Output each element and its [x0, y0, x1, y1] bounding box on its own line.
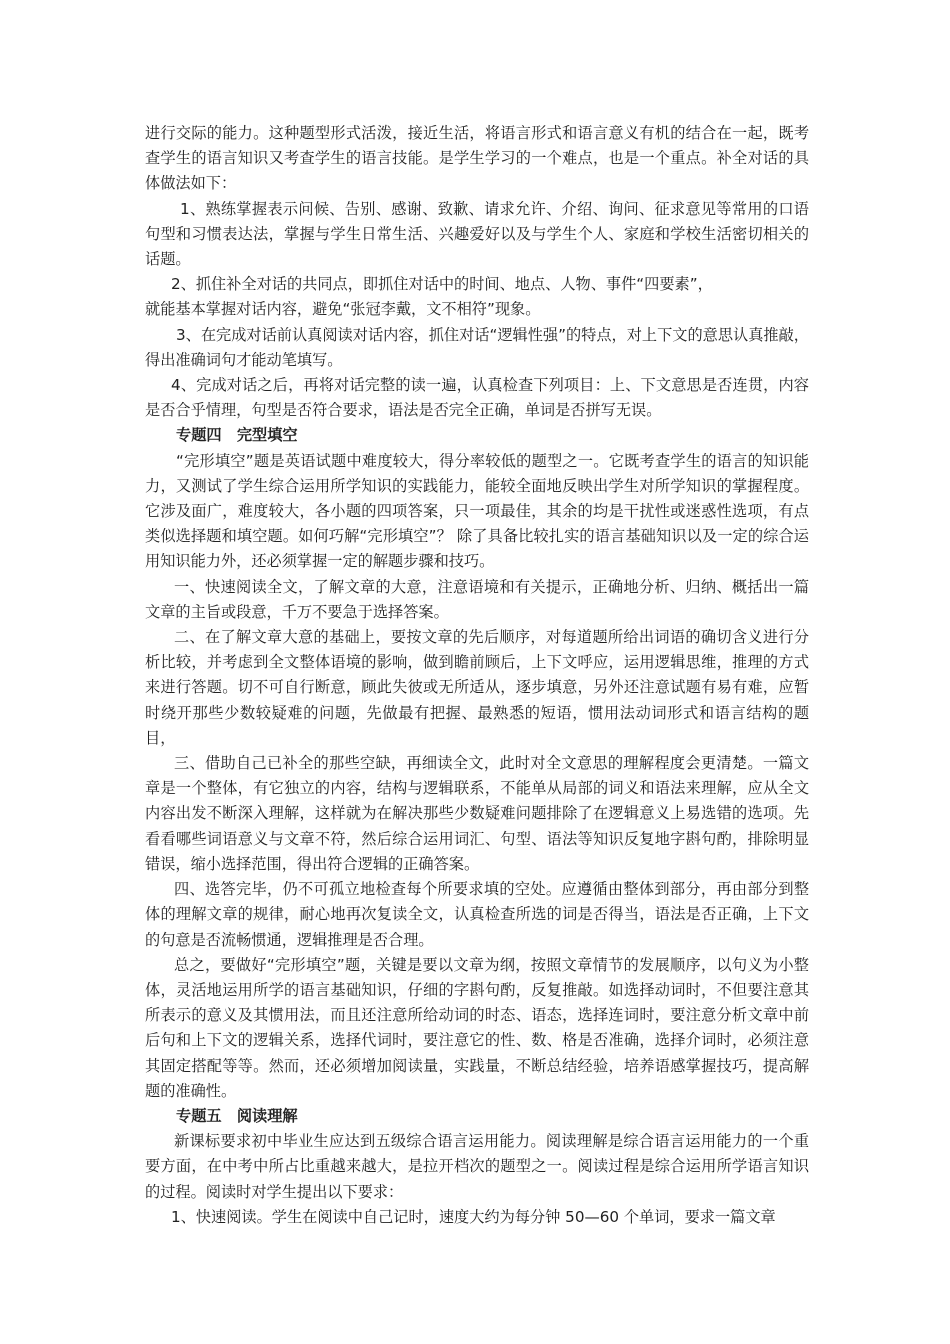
paragraph: 1、快速阅读。学生在阅读中自己记时，速度大约为每分钟 50—60 个单词，要求一篇文章 [171, 1207, 776, 1226]
paragraph: 二、在了解文章大意的基础上，要按文章的先后顺序，对每道题所给出词语的确切含义进行分析比较，并考虑到全文整体语境的影响，做到瞻前顾后，上下文呼应，运用逻辑思维，推理的方式来进行答题。切不可自行断意，顾此失彼或无所适从，逐步填意，另外还注意试题有易有难，应暂时绕开那些少数较疑难的问题，先做最有把握、最熟悉的短语，惯用法动词形式和语言结构的题目， [145, 628, 809, 747]
paragraph: 一、快速阅读全文，了解文章的大意，注意语境和有关提示，正确地分析、归纳、概括出一篇文章的主旨或段意，千万不要急于选择答案。 [145, 577, 809, 621]
paragraph: 3、在完成对话前认真阅读对话内容，抓住对话“逻辑性强”的特点，对上下文的意思认真推敲，得出准确词句才能动笔填写。 [145, 325, 809, 369]
paragraph: 四、选答完毕，仍不可孤立地检查每个所要求填的空处。应遵循由整体到部分，再由部分到整体的理解文章的规律，耐心地再次复读全文，认真检查所选的词是否得当，语法是否正确，上下文的句意是否流畅惯通，逻辑推理是否合理。 [145, 880, 809, 949]
paragraph-line: 就能基本掌握对话内容，避免“张冠李戴，文不相符”现象。 [145, 300, 541, 319]
paragraph: 1、熟练掌握表示问候、告别、感谢、致歉、请求允许、介绍、询问、征求意见等常用的口语句型和习惯表达法，掌握与学生日常生活、兴趣爱好以及与学生个人、家庭和学校生活密切相关的话题。 [145, 199, 809, 269]
paragraph: 进行交际的能力。这种题型形式活泼，接近生活，将语言形式和语言意义有机的结合在一起，既考查学生的语言知识又考查学生的语言技能。是学生学习的一个难点，也是一个重点。补全对话的具体做法如下： [145, 124, 809, 193]
paragraph-line: 2、抓住补全对话的共同点，即抓住对话中的时间、地点、人物、事件“四要素”， [171, 275, 713, 294]
paragraph [145, 272, 809, 322]
paragraph: “完形填空”题是英语试题中难度较大，得分率较低的题型之一。它既考查学生的语言的知识能力，又测试了学生综合运用所学知识的实践能力，能较全面地反映出学生对所学知识的掌握程度。它涉及面广，难度较大，各小题的四项答案，只一项最佳，其余的均是干扰性或迷惑性选项，有点类似选择题和填空题。如何巧解“完形填空”？ 除了具备比较扎实的语言基础知识以及一定的综合运用知识能力外，还必须掌握一定的解题步骤和技巧。 [145, 451, 809, 571]
paragraph: 三、借助自己已补全的那些空缺，再细读全文，此时对全文意思的理解程度会更清楚。一篇文章是一个整体，有它独立的内容，结构与逻辑联系，不能单从局部的词义和语法来理解，应从全文内容出发不断深入理解，这样就为在解决那些少数疑难问题排除了在逻辑意义上易选错的选项。先看看哪些词语意义与文章不符，然后综合运用词汇、句型、语法等知识反复地字斟句酌，排除明显错误，缩小选择范围，得出符合逻辑的正确答案。 [145, 754, 809, 873]
document-body [145, 121, 809, 1230]
paragraph: 4、完成对话之后，再将对话完整的读一遍，认真检查下列项目：上、下文意思是否连贯，内容是否合乎情理，句型是否符合要求，语法是否完全正确，单词是否拼写无误。 [145, 376, 809, 420]
section-heading: 专题四 完型填空 [176, 426, 298, 445]
paragraph: 总之，要做好“完形填空”题，关键是要以文章为纲，按照文章情节的发展顺序，以句义为小整体，灵活地运用所学的语言基础知识，仔细的字斟句酌，反复推敲。如选择动词时，不但要注意其所表示的意义及其惯用法，而且还注意所给动词的时态、语态，选择连词时，要注意分析文章中前后句和上下文的逻辑关系，选择代词时，要注意它的性、数、格是否准确，选择介词时，必须注意其固定搭配等等。然而，还必须增加阅读量，实践量，不断总结经验，培养语感掌握技巧，提高解题的准确性。 [145, 955, 809, 1100]
section-heading: 专题五 阅读理解 [176, 1106, 298, 1125]
paragraph: 新课标要求初中毕业生应达到五级综合语言运用能力。阅读理解是综合语言运用能力的一个重要方面，在中考中所占比重越来越大，是拉开档次的题型之一。阅读过程是综合运用所学语言知识的过程。阅读时对学生提出以下要求： [145, 1132, 809, 1201]
